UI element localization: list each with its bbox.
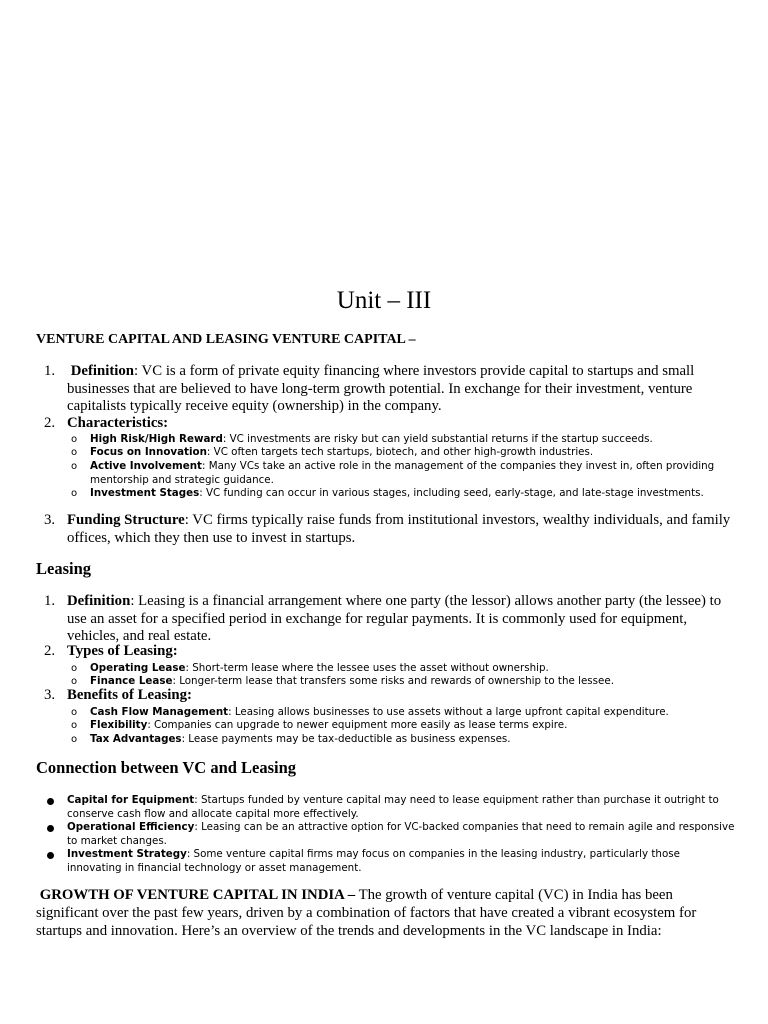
vc-definition bbox=[67, 363, 737, 416]
item-label: Cash Flow Management bbox=[90, 706, 229, 718]
item-label: Flexibility bbox=[90, 719, 148, 731]
item-text: : Longer-term lease that transfers some risks and rewards of ownership to the lessee. bbox=[172, 675, 614, 687]
circle-bullet-icon: o bbox=[71, 734, 78, 745]
vc-heading: VENTURE CAPITAL AND LEASING VENTURE CAPITAL – bbox=[36, 332, 416, 347]
item-text: : Some venture capital firms may focus on companies in the leasing industry, particularly those innovating in financial technology or asset management. bbox=[67, 848, 680, 874]
list-number: 2. bbox=[44, 643, 56, 659]
item-text: : VC is a form of private equity financing where investors provide capital to startups and small businesses that are believed to have long-term growth potential. In exchange for their investment, venture capitalists typically receive equity (ownership) in the company. bbox=[67, 363, 695, 414]
item-label: Operating Lease bbox=[90, 662, 186, 674]
item-label: Capital for Equipment bbox=[67, 794, 195, 806]
item-label: Tax Advantages bbox=[90, 733, 182, 745]
circle-bullet-icon: o bbox=[71, 461, 78, 472]
item-label: Characteristics: bbox=[67, 415, 169, 431]
list-item bbox=[90, 487, 730, 501]
page-title: Unit – III bbox=[336, 287, 432, 314]
item-text: : Leasing allows businesses to use assets without a large upfront capital expenditure. bbox=[228, 706, 669, 718]
item-text: : Leasing is a financial arrangement where one party (the lessor) allows another party (the lessee) to use an asset for a specified period in exchange for regular payments. It is commonly used for equipment, vehicles, and real estate. bbox=[67, 593, 722, 644]
list-number: 3. bbox=[44, 512, 56, 528]
list-item bbox=[90, 433, 730, 447]
item-label: Types of Leasing: bbox=[67, 643, 178, 659]
leasing-definition bbox=[67, 593, 737, 646]
circle-bullet-icon: o bbox=[71, 707, 78, 718]
vc-characteristics-heading bbox=[67, 415, 737, 433]
item-label: Benefits of Leasing: bbox=[67, 687, 192, 703]
circle-bullet-icon: o bbox=[71, 676, 78, 687]
list-item bbox=[67, 794, 737, 821]
bullet-icon bbox=[47, 852, 54, 859]
list-item bbox=[67, 821, 737, 848]
item-label: Funding Structure bbox=[67, 512, 185, 528]
leasing-benefits-heading bbox=[67, 687, 737, 705]
item-label: Definition bbox=[67, 593, 131, 609]
leasing-types-heading bbox=[67, 643, 737, 661]
item-label: Investment Stages bbox=[90, 487, 200, 499]
list-item bbox=[67, 848, 737, 875]
item-text: : VC funding can occur in various stages, including seed, early-stage, and late-stage investments. bbox=[199, 487, 704, 499]
list-item bbox=[90, 460, 730, 487]
circle-bullet-icon: o bbox=[71, 720, 78, 731]
circle-bullet-icon: o bbox=[71, 663, 78, 674]
item-label: Focus on Innovation bbox=[90, 446, 207, 458]
circle-bullet-icon: o bbox=[71, 488, 78, 499]
item-text: : VC firms typically raise funds from institutional investors, wealthy individuals, and family offices, which they then use to invest in startups. bbox=[67, 512, 731, 546]
item-label: Active Involvement bbox=[90, 460, 202, 472]
item-text: : Short-term lease where the lessee uses the asset without ownership. bbox=[185, 662, 549, 674]
item-text: : Leasing can be an attractive option for VC-backed companies that need to remain agile and responsive to market changes. bbox=[67, 821, 735, 847]
item-text: : Companies can upgrade to newer equipment more easily as lease terms expire. bbox=[147, 719, 568, 731]
growth-text: The growth of venture capital (VC) in India has been significant over the past few years, driven by a combination of factors that have created a vibrant ecosystem for startups and innovation. Here’s an overview of the trends and developments in the VC landscape in India: bbox=[36, 887, 697, 939]
list-number: 3. bbox=[44, 687, 56, 703]
circle-bullet-icon: o bbox=[71, 434, 78, 445]
growth-label: GROWTH OF VENTURE CAPITAL IN INDIA – bbox=[39, 887, 356, 903]
circle-bullet-icon: o bbox=[71, 447, 78, 458]
item-text: : VC investments are risky but can yield substantial returns if the startup succeeds. bbox=[222, 433, 653, 445]
item-label: Operational Efficiency bbox=[67, 821, 195, 833]
item-label: Definition bbox=[70, 363, 135, 379]
growth-paragraph bbox=[36, 886, 736, 940]
list-item bbox=[90, 706, 730, 720]
list-number: 1. bbox=[44, 593, 56, 609]
item-text: : Startups funded by venture capital may need to lease equipment rather than purchase it outright to conserve cash flow and allocate capital more effectively. bbox=[67, 794, 719, 820]
item-label: Investment Strategy bbox=[67, 848, 187, 860]
leasing-heading: Leasing bbox=[36, 559, 92, 578]
list-number: 1. bbox=[44, 363, 56, 379]
list-item bbox=[90, 662, 730, 676]
item-text: : VC often targets tech startups, biotech, and other high-growth industries. bbox=[206, 446, 594, 458]
item-label: High Risk/High Reward bbox=[90, 433, 223, 445]
list-number: 2. bbox=[44, 415, 56, 431]
list-item bbox=[90, 446, 730, 460]
item-text: : Lease payments may be tax-deductible as business expenses. bbox=[181, 733, 511, 745]
item-label: Finance Lease bbox=[90, 675, 173, 687]
connection-heading: Connection between VC and Leasing bbox=[36, 758, 297, 777]
bullet-icon bbox=[47, 825, 54, 832]
vc-funding-structure bbox=[67, 512, 737, 547]
list-item bbox=[90, 719, 730, 733]
list-item bbox=[90, 733, 730, 747]
bullet-icon bbox=[47, 798, 54, 805]
item-text: : Many VCs take an active role in the management of the companies they invest in, often providing mentorship and strategic guidance. bbox=[90, 460, 715, 486]
